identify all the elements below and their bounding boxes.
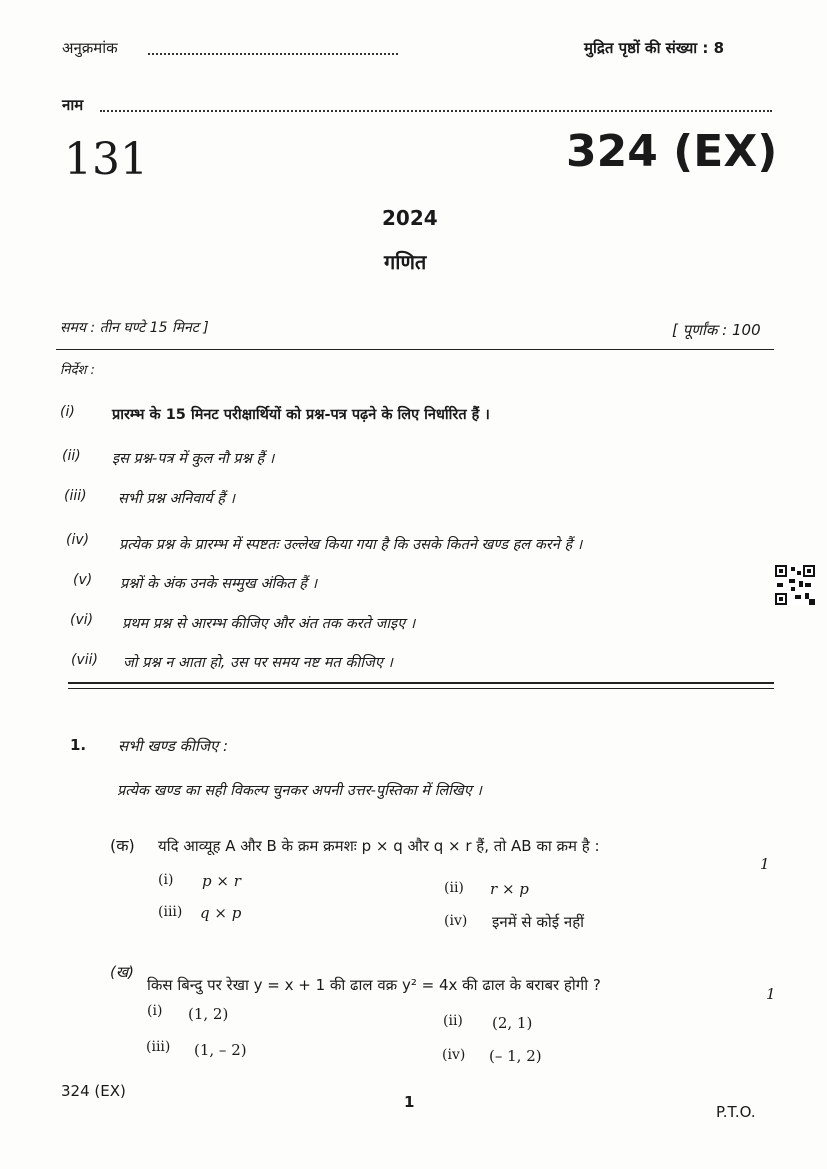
roll-number-label: अनुक्रमांक bbox=[62, 39, 118, 57]
serial-number: 131 bbox=[64, 134, 148, 185]
option-text: r × p bbox=[490, 880, 529, 898]
pto-label: P.T.O. bbox=[716, 1103, 756, 1121]
part-label: (क) bbox=[110, 836, 135, 855]
instruction-number: (vii) bbox=[71, 652, 98, 668]
page-number: 1 bbox=[404, 1093, 415, 1111]
option-number: (iii) bbox=[146, 1039, 171, 1055]
instruction-number: (ii) bbox=[62, 448, 81, 464]
roll-number-field bbox=[148, 53, 398, 55]
printed-pages-count: मुद्रित पृष्ठों की संख्या : 8 bbox=[584, 39, 725, 57]
instruction-number: (iii) bbox=[64, 488, 87, 504]
part-marks: 1 bbox=[766, 985, 776, 1003]
option-number: (ii) bbox=[444, 880, 464, 896]
subject-title: गणित bbox=[384, 250, 427, 274]
name-field bbox=[100, 110, 772, 112]
question-title: सभी खण्ड कीजिए : bbox=[118, 737, 229, 755]
maximum-marks: [ पूर्णांक : 100 bbox=[672, 321, 761, 339]
instruction-text: प्रथम प्रश्न से आरम्भ कीजिए और अंत तक करते जाइए । bbox=[122, 616, 416, 632]
option-text: (2, 1) bbox=[492, 1014, 533, 1032]
question-subtitle: प्रत्येक खण्ड का सही विकल्प चुनकर अपनी उत्तर-पुस्तिका में लिखिए । bbox=[117, 783, 482, 799]
option-number: (ii) bbox=[443, 1013, 463, 1029]
option-number: (i) bbox=[158, 872, 174, 888]
instruction-number: (v) bbox=[73, 572, 93, 588]
option-text: p × r bbox=[202, 872, 241, 890]
part-label: (ख) bbox=[110, 963, 134, 981]
instruction-text: प्रत्येक प्रश्न के प्रारम्भ में स्पष्टतः उल्लेख किया गया है कि उसके कितने खण्ड हल करने हैं । bbox=[119, 537, 583, 553]
qr-code-icon bbox=[775, 565, 815, 605]
option-number: (iv) bbox=[442, 1047, 466, 1063]
question-number: 1. bbox=[70, 736, 87, 754]
option-number: (i) bbox=[147, 1003, 163, 1019]
section-divider-bottom bbox=[68, 688, 774, 689]
instruction-number: (vi) bbox=[70, 612, 94, 628]
option-text: इनमें से कोई नहीं bbox=[492, 913, 585, 931]
footer-paper-code: 324 (EX) bbox=[61, 1082, 126, 1100]
part-question-text: किस बिन्दु पर रेखा y = x + 1 की ढाल वक्र y² = 4x की ढाल के बराबर होगी ? bbox=[147, 976, 601, 994]
paper-code: 324 (EX) bbox=[566, 126, 778, 177]
part-question-text: यदि आव्यूह A और B के क्रम क्रमशः p × q और q × r हैं, तो AB का क्रम है : bbox=[158, 837, 600, 855]
name-label: नाम bbox=[62, 96, 84, 114]
option-text: (– 1, 2) bbox=[489, 1047, 542, 1065]
option-text: (1, – 2) bbox=[194, 1041, 247, 1059]
instruction-number: (i) bbox=[60, 404, 75, 420]
instruction-number: (iv) bbox=[66, 532, 90, 548]
option-number: (iv) bbox=[444, 913, 468, 929]
option-number: (iii) bbox=[158, 904, 183, 920]
instructions-heading: निर्देश : bbox=[60, 363, 95, 378]
part-marks: 1 bbox=[760, 855, 770, 873]
option-text: q × p bbox=[200, 904, 242, 922]
instruction-text: सभी प्रश्न अनिवार्य हैं । bbox=[118, 491, 235, 507]
option-text: (1, 2) bbox=[188, 1005, 229, 1023]
time-allowed: समय : तीन घण्टे 15 मिनट ] bbox=[60, 320, 209, 336]
header-divider bbox=[56, 349, 774, 350]
instruction-text: प्रश्नों के अंक उनके सम्मुख अंकित हैं । bbox=[120, 576, 318, 592]
section-divider-top bbox=[68, 682, 774, 684]
exam-year: 2024 bbox=[382, 206, 438, 230]
instruction-text: इस प्रश्न-पत्र में कुल नौ प्रश्न हैं । bbox=[112, 451, 275, 467]
instruction-text: प्रारम्भ के 15 मिनट परीक्षार्थियों को प्रश्न-पत्र पढ़ने के लिए निर्धारित हैं । bbox=[112, 407, 490, 423]
instruction-text: जो प्रश्न न आता हो, उस पर समय नष्ट मत कीजिए । bbox=[123, 655, 393, 671]
